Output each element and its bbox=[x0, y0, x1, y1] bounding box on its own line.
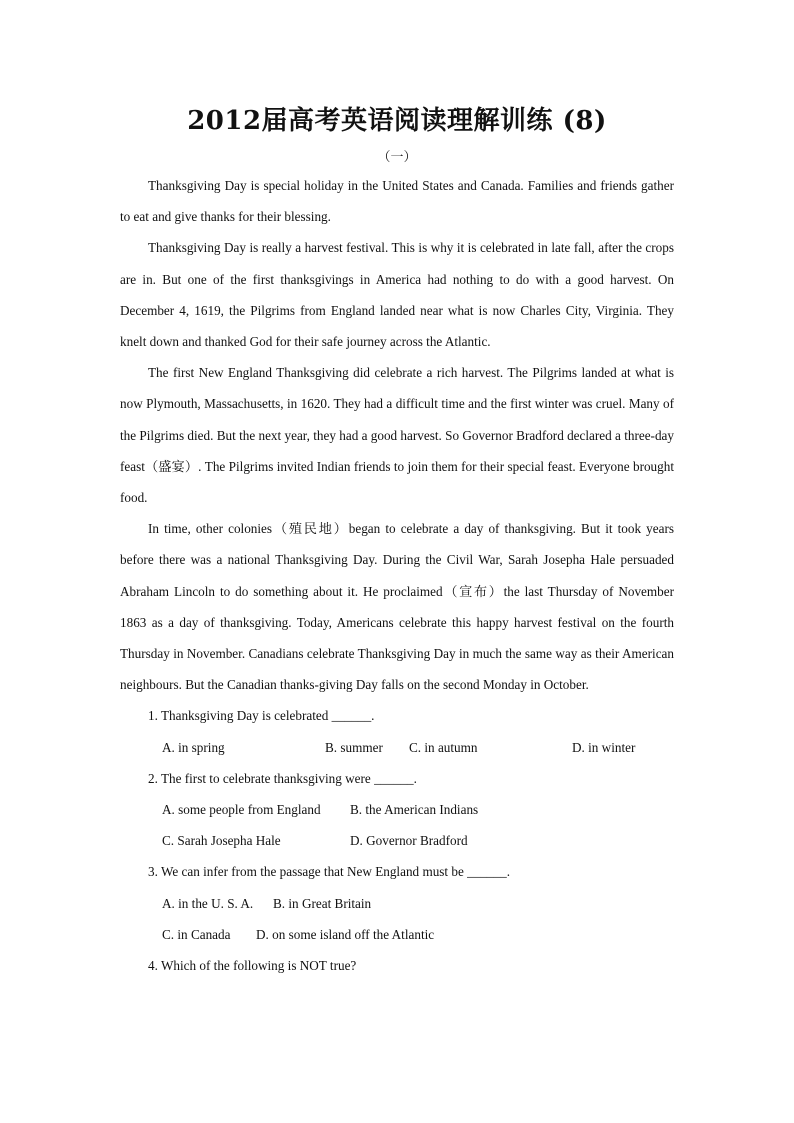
option-3a: A. in the U. S. A. bbox=[162, 895, 254, 911]
option-1c: C. in autumn bbox=[409, 739, 478, 755]
paragraph-4: In time, other colonies（殖民地）began to celebrate a day of thanksgiving. But it took years before there was a national Thanksgiving Day. During the Civil War, Sarah Josepha Hale persuaded Abraham Lincoln to do something about it. He proclaimed（宣布）the last Thursday of November 1863 as a day of thanksgiving. Today, Americans celebrate this happy harvest festival on the fourth Thursday in November. Canadians celebrate Thanksgiving Day in much the same way as their American neighbours. But the Canadian thanks-giving Day falls on the second Monday in October. bbox=[120, 521, 674, 693]
question-3-stem: 3. We can infer from the passage that New England must be ______. bbox=[148, 864, 510, 880]
question-2-options-ab bbox=[120, 794, 674, 825]
option-2b: B. the American Indians bbox=[350, 802, 479, 818]
section-heading: （一） bbox=[377, 150, 417, 165]
question-1-options bbox=[120, 732, 674, 763]
paragraph-1: Thanksgiving Day is special holiday in the United States and Canada. Families and friends gather to eat and give thanks for their blessing. bbox=[120, 178, 674, 225]
question-1-stem: 1. Thanksgiving Day is celebrated ______. bbox=[148, 708, 375, 724]
question-2-stem: 2. The first to celebrate thanksgiving were ______. bbox=[148, 770, 417, 786]
option-1d: D. in winter bbox=[572, 739, 636, 755]
option-2a: A. some people from England bbox=[162, 802, 321, 818]
question-2-options-cd bbox=[120, 825, 674, 856]
option-2d: D. Governor Bradford bbox=[350, 833, 468, 849]
option-1b: B. summer bbox=[325, 739, 383, 755]
option-3b: B. in Great Britain bbox=[273, 895, 372, 911]
option-3d: D. on some island off the Atlantic bbox=[256, 926, 435, 942]
option-1a: A. in spring bbox=[162, 739, 225, 755]
question-3-options-ab bbox=[120, 888, 674, 919]
question-3-options-cd bbox=[120, 919, 674, 950]
page-title: 2012届高考英语阅读理解训练 (8) bbox=[187, 106, 607, 136]
question-4-stem: 4. Which of the following is NOT true? bbox=[148, 958, 357, 974]
option-3c: C. in Canada bbox=[162, 926, 231, 942]
passage bbox=[120, 170, 674, 981]
paragraph-3: The first New England Thanksgiving did celebrate a rich harvest. The Pilgrims landed at what is now Plymouth, Massachusetts, in 1620. They had a difficult time and the first winter was cruel. Many of the Pilgrims died. But the next year, they had a good harvest. So Governor Bradford declared a three-day feast（盛宴）. The Pilgrims invited Indian friends to join them for their special feast. Everyone brought food. bbox=[120, 365, 674, 506]
paragraph-2: Thanksgiving Day is really a harvest festival. This is why it is celebrated in late fall, after the crops are in. But one of the first thanksgivings in America had nothing to do with a good harvest. On December 4, 1619, the Pilgrims from England landed near what is now Charles City, Virginia. They knelt down and thanked God for their safe journey across the Atlantic. bbox=[120, 240, 674, 350]
option-2c: C. Sarah Josepha Hale bbox=[162, 833, 281, 849]
